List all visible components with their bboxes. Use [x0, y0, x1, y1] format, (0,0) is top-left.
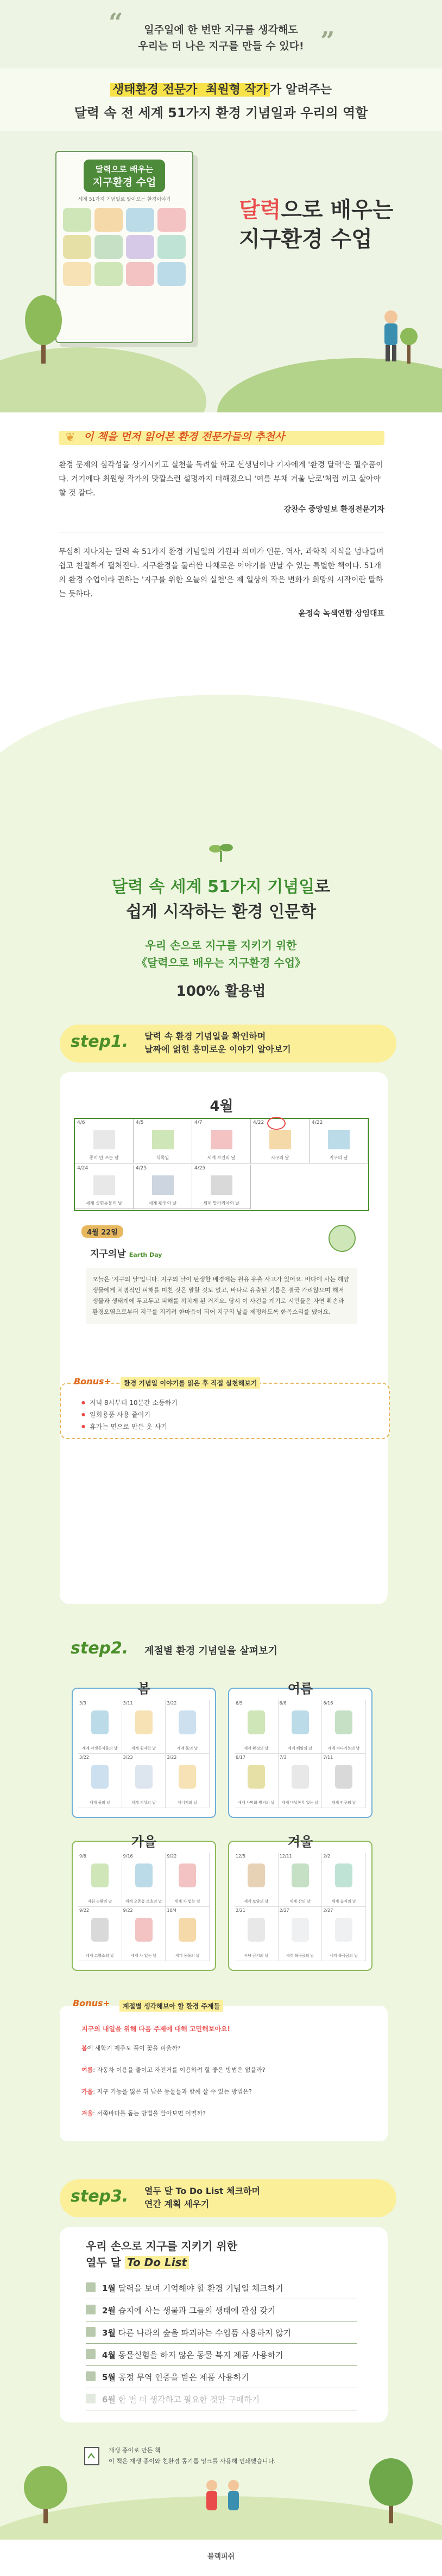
season-cell [279, 1700, 323, 1754]
cell-label: 세계 기상의 날 [131, 1801, 156, 1805]
cell-label: 세계 바다거북의 날 [327, 1746, 360, 1751]
season-cell [78, 1700, 122, 1754]
season-cell [279, 1907, 323, 1961]
expert-highlight: 생태환경 전문가 [110, 83, 199, 97]
checkbox-icon[interactable] [86, 2371, 96, 2381]
season-cell [122, 1853, 166, 1907]
cell-label: 세계 북극곰의 날 [286, 1954, 314, 1958]
cell-label: 세계 인구의 날 [331, 1801, 356, 1805]
todo-title-months: 열두 달 [86, 2256, 121, 2269]
season-cell [322, 1754, 366, 1808]
cell-date: 9/22 [167, 1854, 177, 1859]
season-cell [78, 1754, 122, 1808]
step2-text: 계절별 환경 기념일을 살펴보기 [144, 1645, 277, 1657]
ocean-icon [292, 1710, 309, 1734]
season-summer [228, 1681, 372, 1818]
hero-quote [0, 8, 442, 55]
cell-label: 종이 안 쓰는 날 [89, 1155, 119, 1160]
season-cell [322, 1853, 366, 1907]
season-grid [235, 1853, 366, 1961]
bonus1-tag: Bonus+ [74, 1376, 111, 1386]
cell-date: 3/22 [167, 1701, 177, 1706]
bonus1-item: ● 저녁 8시부터 10분간 소등하기 [81, 1397, 178, 1409]
cover-illustration [94, 208, 123, 232]
question-season: 봄 [81, 2045, 87, 2052]
cell-date: 9/22 [123, 1908, 133, 1913]
quote-line-1: 일주일에 한 번만 지구를 생각해도 [144, 24, 298, 36]
calendar-cell [134, 1165, 192, 1209]
tree-left-icon [22, 293, 65, 364]
cell-date: 9/6 [79, 1854, 86, 1859]
question-item [81, 2044, 364, 2053]
cell-date: 4/24 [77, 1166, 89, 1171]
earth-day-illustration-icon [326, 1222, 358, 1255]
step1-line-2: 날짜에 얽힌 흥미로운 이야기 알아보기 [144, 1044, 291, 1054]
cell-label: 세계 환경의 날 [244, 1746, 269, 1751]
cover-illustration [157, 262, 186, 286]
todo-text: 달력을 보며 기억해야 할 환경 기념일 체크하기 [118, 2284, 283, 2293]
season-cell [122, 1754, 166, 1808]
recommender-2: 윤정숙 녹색연합 상임대표 [298, 609, 384, 618]
earth-icon [328, 1130, 350, 1149]
sprout-icon [207, 841, 235, 863]
calendar-cell [192, 1119, 251, 1163]
dolphin-icon [91, 1710, 109, 1734]
cell-date: 6/5 [236, 1701, 243, 1706]
question-title: 지구의 내일을 위해 다음 주제에 대해 고민해보아요! [81, 2025, 230, 2033]
title-rest: 으로 배우는 [281, 198, 394, 222]
cover-illustration [126, 262, 154, 286]
step1-label: step1. [71, 1032, 129, 1051]
cell-date: 6/16 [323, 1701, 333, 1706]
cell-date: 2/27 [279, 1908, 289, 1913]
eco-note-line-2: 이 책은 재생 종이와 친환경 콩기름 잉크를 사용해 인쇄했습니다. [109, 2458, 276, 2465]
todo-text: 공정 무역 인증을 받은 제품 사용하기 [118, 2373, 249, 2382]
cell-date: 3/3 [79, 1701, 86, 1706]
cell-label: 세계 산의 날 [289, 1899, 311, 1904]
season-cell [235, 1700, 279, 1754]
question-text: : 서쪽바다를 돕는 방법을 알아보면 어떨까? [93, 2110, 206, 2117]
hero-subtitle-2: 달력 속 전 세계 51가지 환경 기념일과 우리의 역할 [74, 105, 368, 120]
bonus1-item: ● 일회용품 사용 줄이기 [81, 1409, 178, 1421]
cell-date: 3/22 [167, 1755, 177, 1760]
cover-illustration [126, 208, 154, 232]
environment-icon [248, 1710, 265, 1734]
cell-label: 세계 원자력 날 [131, 1746, 156, 1751]
bonus2-heading: 계절별 생각해보아 할 환경 주제들 [119, 2000, 223, 2012]
todo-text: 동물실험을 하지 않은 동물 복지 제품 사용하기 [118, 2350, 283, 2360]
book-title-line-2: 지구환경 수업 [92, 176, 156, 188]
book-cover-title [84, 160, 165, 192]
question-season: 가을 [81, 2088, 93, 2095]
cell-label: 세계 말라리아의 날 [203, 1201, 239, 1206]
eco-note-line-1: 재생 종이로 만든 책 [109, 2447, 161, 2454]
cell-label: 지구의 날 [329, 1155, 348, 1160]
season-cell [322, 1907, 366, 1961]
usage-subtitle-2: 《달력으로 배우는 지구환경 수업》 [136, 956, 306, 969]
car-icon [179, 1863, 196, 1887]
season-cell [166, 1754, 210, 1808]
wetland-icon [335, 1863, 352, 1887]
cover-illustration [157, 208, 186, 232]
season-cell [235, 1754, 279, 1808]
earth-day-text: 오늘은 '지구의 날'입니다. 지구의 날이 탄생한 배경에는 원유 유출 사고가 있어요. 바다에 사는 해양 생물에게 치명적인 피해를 미친 것은 말할 것도 없고, 바다로 유출된 기름은 결국 가리않으며 해저 생물과 생태계에 두고두고 피해를 끼치게 된 거지요. 당시 이 사건을 계기로 시민들은 자연 확손과 환경오염으로부터 지구를 지키려 한마음이 되어 지구의 날을 제정하도록 한목소리를 냈어요. [86, 1268, 357, 1324]
cell-label: 세계 차 없는 날 [174, 1899, 200, 1904]
cell-label: 세계 습지의 날 [331, 1899, 356, 1904]
weather-icon [135, 1765, 153, 1789]
cell-date: 4/7 [194, 1120, 203, 1125]
recycle-icon [91, 1863, 109, 1887]
health-icon [211, 1130, 232, 1149]
cell-date: 6/17 [236, 1755, 245, 1760]
title-suffix: 로 [314, 877, 331, 896]
todo-item [86, 2299, 357, 2321]
cell-date: 2/27 [323, 1908, 333, 1913]
open-quote-icon: “ [109, 8, 123, 37]
season-name: 겨울 [287, 1834, 313, 1849]
question-item [81, 2087, 364, 2097]
hero-book-title [239, 195, 393, 254]
usage-title [0, 875, 442, 925]
todo-text: 습지에 사는 생물과 그들의 생태에 관심 갖기 [118, 2306, 276, 2316]
cell-date: 2/21 [236, 1908, 245, 1913]
people-icon [335, 1765, 352, 1789]
question-item [81, 2065, 364, 2075]
todo-month: 2월 [102, 2306, 116, 2316]
todo-month: 1월 [102, 2284, 116, 2293]
cell-label: 세계 차 없는 날 [130, 1954, 157, 1958]
cell-date: 12/11 [279, 1854, 292, 1859]
cell-label: 세계 북극곰의 날 [330, 1954, 358, 1958]
season-cell [279, 1853, 323, 1907]
earth-day-english: Earth Day [129, 1251, 162, 1258]
todo-title-list: To Do List [125, 2256, 189, 2269]
ozone-icon [135, 1863, 153, 1887]
cell-date: 3/11 [123, 1701, 133, 1706]
recommend-heading [59, 427, 384, 448]
author-highlight: 최원형 작가 [199, 83, 270, 97]
calendar-cell [134, 1119, 192, 1163]
cell-date: 4/5 [136, 1120, 144, 1125]
cell-label: 식목일 [156, 1155, 169, 1160]
todo-month: 4월 [102, 2350, 116, 2360]
cover-illustration [94, 262, 123, 286]
todo-item [86, 2366, 357, 2388]
water-icon [91, 1765, 109, 1789]
question-season: 겨울 [81, 2110, 93, 2117]
cover-illustration [126, 235, 154, 259]
cell-date: 7/3 [279, 1755, 287, 1760]
eco-note [109, 2445, 276, 2467]
todo-month: 5월 [102, 2373, 116, 2382]
quote-line-2: 우리는 더 나은 지구를 만들 수 있다! [138, 40, 304, 52]
question-text: : 자동차 이용을 줄이고 자전거를 이용하려 할 좋은 방법은 없을까? [93, 2066, 266, 2073]
season-cell [235, 1907, 279, 1961]
bonus1-list [81, 1397, 178, 1433]
season-grid [78, 1700, 210, 1808]
todo-month: 3월 [102, 2328, 116, 2338]
cell-date: 7/11 [323, 1755, 333, 1760]
usage-100-percent: 100% 활용법 [176, 983, 266, 1000]
book-title-line-1: 달력으로 배우는 [95, 164, 154, 174]
title-green-part: 달력 속 세계 51가지 기념일 [111, 877, 315, 896]
cell-label: 자원 순환의 날 [87, 1899, 112, 1904]
season-cell [122, 1907, 166, 1961]
season-cell [78, 1907, 122, 1961]
cell-label: 세계 오존층 보호의 날 [125, 1899, 162, 1904]
cell-date: 4/22 [253, 1120, 264, 1125]
checkbox-icon[interactable] [86, 2327, 96, 2337]
subtitle-suffix: 가 알려주는 [270, 83, 332, 97]
rhino-icon [91, 1918, 109, 1942]
checkbox-icon[interactable] [86, 2305, 96, 2314]
step2-label: step2. [71, 1639, 129, 1658]
cell-date: 3/23 [123, 1755, 133, 1760]
calendar-cell [75, 1119, 134, 1163]
cell-date: 12/5 [236, 1854, 245, 1859]
season-grid [78, 1853, 210, 1961]
season-cell [166, 1700, 210, 1754]
season-cell [322, 1700, 366, 1754]
publisher-logo: 블랙피쉬 [207, 2553, 235, 2561]
mosquito-icon [211, 1175, 232, 1195]
cell-label: 사냥 금지의 날 [244, 1954, 269, 1958]
cell-label: 지구의 날 [270, 1155, 289, 1160]
highlight-circle [267, 1117, 286, 1130]
mountain-icon [292, 1863, 309, 1887]
bonus2-box [60, 1998, 388, 2141]
book-cover [55, 151, 193, 343]
earth-day-title [90, 1246, 162, 1260]
recommend-section [0, 412, 442, 825]
cell-label: 세계 보건의 날 [207, 1155, 236, 1160]
earth-day-date: 4월 22일 [81, 1225, 123, 1238]
animal-icon [179, 1918, 196, 1942]
todo-title [86, 2238, 237, 2270]
cell-label: 세계 물의 날 [177, 1746, 198, 1751]
usage-section [0, 825, 442, 2540]
season-cell [166, 1853, 210, 1907]
todo-text: 다른 나라의 숲을 파괴하는 수입품 사용하지 않기 [118, 2328, 292, 2338]
cell-date: 9/22 [79, 1908, 89, 1913]
recycled-paper-icon [81, 2445, 103, 2467]
children-icon [195, 2469, 250, 2523]
todo-item [86, 2344, 357, 2366]
bonus2-tag: Bonus+ [73, 1998, 110, 2008]
calendar-cell [192, 1165, 251, 1209]
title-red-word: 달력 [239, 198, 281, 222]
recommender-1: 강찬수 중앙일보 환경전문기자 [283, 505, 384, 514]
leaf-icon: ❦ [65, 431, 75, 444]
cover-illustration [63, 262, 91, 286]
tree-bottom-left-icon [13, 2464, 78, 2523]
bonus1-heading: 환경 기념일 이야기를 읽은 후 직접 실천해보기 [121, 1377, 260, 1389]
recommend-heading-text: 이 책을 먼저 읽어본 환경 전문가들의 추천사 [84, 431, 285, 443]
tree-icon [152, 1130, 174, 1149]
cell-date: 4/6 [77, 1120, 85, 1125]
step3-banner [60, 2179, 396, 2217]
cell-label: 세계 물의 날 [89, 1801, 110, 1805]
cell-label: 세계 해양의 날 [287, 1746, 312, 1751]
cell-date: 9/16 [123, 1854, 133, 1859]
person-planting-icon [358, 304, 424, 369]
book-cover-illustrations [63, 208, 186, 286]
calendar-cell [75, 1165, 134, 1209]
paper-icon [93, 1130, 115, 1149]
calendar-cell [310, 1119, 368, 1163]
cell-date: 4/25 [194, 1166, 206, 1171]
season-cell [279, 1754, 323, 1808]
footer [0, 2540, 442, 2576]
penguin-icon [152, 1175, 174, 1195]
season-name: 여름 [287, 1681, 313, 1696]
season-cell [166, 1907, 210, 1961]
no-hunting-icon [248, 1918, 265, 1942]
usage-subtitle-1: 우리 손으로 지구를 지키기 위한 [145, 939, 297, 952]
polar-bear-icon [292, 1918, 309, 1942]
todo-text: 한 번 더 생각하고 필요한 것만 구매하기 [118, 2395, 260, 2405]
step3-label: step3. [71, 2187, 129, 2206]
cell-date: 6/8 [279, 1701, 287, 1706]
hero-section [0, 0, 442, 412]
todo-list [86, 2277, 357, 2410]
april-calendar [74, 1098, 369, 1211]
earth-day-icon [269, 1130, 291, 1149]
mouse-icon [93, 1175, 115, 1195]
question-text: 에 새학기 제주도 풀이 꽃을 피울까? [87, 2045, 181, 2052]
step3-text [144, 2185, 260, 2211]
bulb-icon [179, 1765, 196, 1789]
cell-date: 4/25 [136, 1166, 147, 1171]
todo-item [86, 2388, 357, 2410]
cell-label: 세계 동물의 날 [175, 1954, 200, 1958]
checkbox-icon[interactable] [86, 2394, 96, 2403]
cover-illustration [94, 235, 123, 259]
todo-item [86, 2321, 357, 2344]
title-line-2: 지구환경 수업 [239, 227, 372, 252]
season-cell [78, 1853, 122, 1907]
question-item [81, 2109, 364, 2119]
cell-label: 세계 비닐봉투 없는 날 [281, 1801, 319, 1805]
step1-text [144, 1030, 291, 1056]
earth-day-title-text: 지구의날 [90, 1249, 126, 1260]
calendar-cell-highlight [251, 1119, 310, 1163]
todo-month: 6월 [102, 2395, 116, 2405]
turtle-icon [335, 1710, 352, 1734]
cell-label: 세계 실험동물의 날 [86, 1201, 122, 1206]
checkbox-icon[interactable] [86, 2282, 96, 2292]
radiation-icon [135, 1710, 153, 1734]
usage-title-line-2: 쉽게 시작하는 환경 인문학 [125, 902, 317, 921]
cell-label: 세계 사막화 방지의 날 [238, 1801, 275, 1805]
soil-icon [248, 1863, 265, 1887]
todo-item [86, 2277, 357, 2299]
step2-banner [60, 1631, 396, 1669]
hero-subtitle-1 [0, 80, 442, 97]
polar-bear-icon [335, 1918, 352, 1942]
season-grid [235, 1700, 366, 1808]
step3-line-1: 열두 달 To Do List 체크하며 [144, 2186, 260, 2196]
step3-line-2: 연간 계획 세우기 [144, 2199, 210, 2209]
subtitle-band [0, 68, 442, 131]
season-spring [72, 1681, 216, 1818]
recommendation-1: 환경 문제의 심각성을 상기시키고 실천을 독려할 학교 선생님이나 기자에게 '환경 달력'은 필수품이다. 거기에다 최원형 작가의 맛깔스런 설명까지 더해졌으니 '여름 부채 겨울 난로'처럼 끼고 살아야 할 것 같다. [59, 461, 383, 498]
cover-illustration [63, 235, 91, 259]
step1-banner [60, 1025, 396, 1063]
car-icon [135, 1918, 153, 1942]
cover-illustration [63, 208, 91, 232]
season-winter [228, 1834, 372, 1971]
question-text: : 지구 기능을 잃은 뒤 남은 동물들과 함께 살 수 있는 방법은? [93, 2088, 252, 2095]
cell-date: 2/2 [323, 1854, 331, 1859]
bag-icon [292, 1765, 309, 1789]
desert-icon [248, 1765, 265, 1789]
recommendation-2: 무심히 지나치는 달력 속 51가지 환경 기념일의 기원과 의미가 인문, 역사, 과학적 지식을 넘나들며 쉽고 친절하게 펼쳐진다. 지구환경을 둘러싼 다채로운 이야기를 만날 수 있는 특별한 책이다. 51개의 환경 수업이라 권하는 '지구를 위한 오늘의 실천'은 제 일상의 작은 변화가 희망의 시작이란 말하는 듯하다. [59, 548, 384, 599]
todo-title-line-1: 우리 손으로 지구를 지키기 위한 [86, 2240, 238, 2253]
cell-label: 에너지의 날 [178, 1801, 198, 1805]
cell-label: 세계 코뿔소의 날 [85, 1954, 114, 1958]
season-cell [235, 1853, 279, 1907]
season-autumn [72, 1834, 216, 1971]
book-cover-subtitle: 세계 51가지 기념일로 알아보는 환경이야기 [78, 197, 171, 202]
bonus1-box [60, 1376, 390, 1439]
cell-date: 4/22 [312, 1120, 323, 1125]
close-quote-icon: ” [320, 26, 335, 55]
cell-label: 세계 펭귄의 날 [148, 1201, 177, 1206]
calendar-month: 4월 [210, 1098, 233, 1115]
season-name: 봄 [137, 1681, 150, 1696]
water-icon [179, 1710, 196, 1734]
tree-bottom-right-icon [358, 2458, 424, 2523]
usage-subtitle [0, 937, 442, 971]
cell-label: 세계 토양의 날 [244, 1899, 269, 1904]
step1-line-1: 달력 속 환경 기념일을 확인하며 [144, 1031, 266, 1041]
checkbox-icon[interactable] [86, 2349, 96, 2359]
season-cell [122, 1700, 166, 1754]
cell-date: 3/22 [79, 1755, 89, 1760]
cell-date: 10/4 [167, 1908, 177, 1913]
cell-label: 세계 야생동식물의 날 [82, 1746, 118, 1751]
season-name: 가을 [131, 1834, 157, 1849]
bonus1-item: ● 휴가는 면으로 만든 옷 사기 [81, 1421, 178, 1433]
question-season: 여름 [81, 2066, 93, 2073]
cover-illustration [157, 235, 186, 259]
